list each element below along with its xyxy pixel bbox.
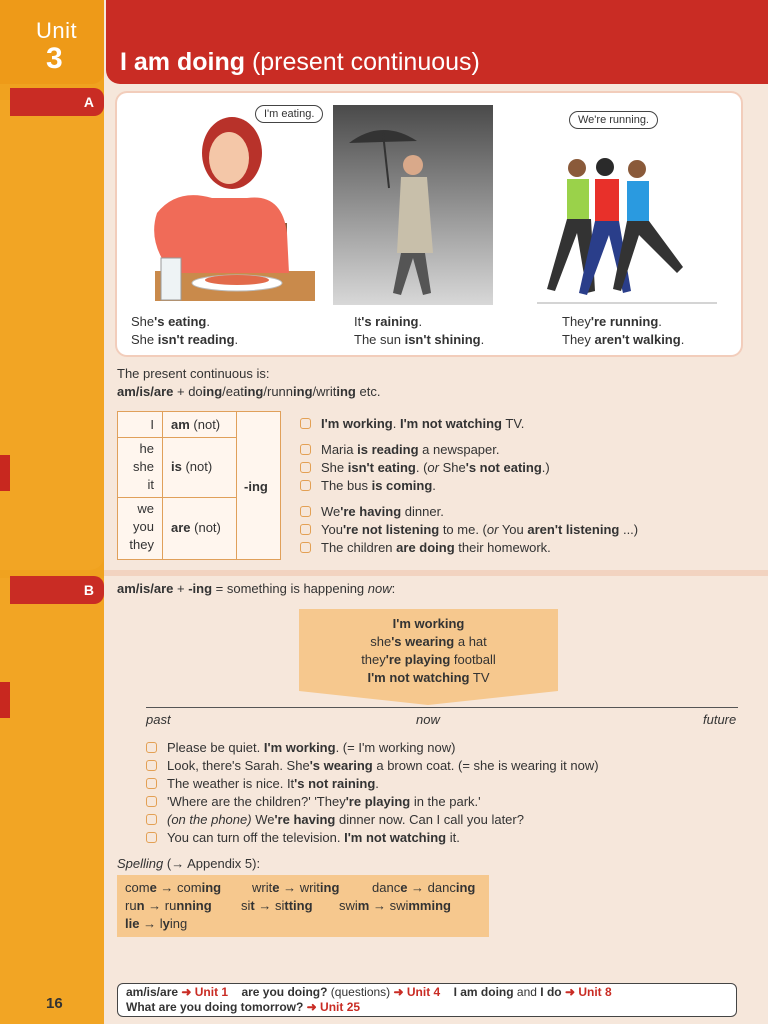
timeline (146, 707, 738, 708)
ing-suffix: -ing (244, 479, 268, 494)
spelling-row: lie → lying (125, 916, 188, 931)
margin-notch (0, 682, 10, 718)
caption-eating: She's eating. She isn't reading. (131, 314, 239, 347)
list-item: Maria is reading a newspaper. (300, 441, 638, 459)
page-number: 16 (46, 995, 63, 1012)
a-intro: The present continuous is: am/is/are + doing/eating/running/writing etc. (117, 366, 381, 399)
checkbox-icon[interactable] (146, 814, 157, 825)
checkbox-icon[interactable] (300, 480, 311, 491)
rain-scene-illustration (333, 105, 493, 305)
spelling-row: write → writing (252, 880, 340, 895)
spelling-row: come → coming (125, 880, 222, 895)
b-examples (146, 739, 599, 847)
list-item: I'm working. I'm not watching TV. (300, 415, 638, 433)
timeline-future: future (703, 712, 737, 727)
speech-bubble-running: We're running. (569, 111, 658, 129)
section-divider (104, 570, 768, 576)
pronouns-singular: he she it (133, 441, 154, 492)
section-tab-a: A (10, 88, 104, 116)
checkbox-icon[interactable] (300, 418, 311, 429)
now-box: I'm working she's wearing a hat they're playing football I'm not watching TV (299, 609, 558, 691)
illustration-panel (117, 93, 741, 355)
b-intro: am/is/are + -ing = something is happening now: (117, 581, 396, 596)
cross-ref-line-1: am/is/are ➜ Unit 1 are you doing? (questions) ➜ Unit 4 I am doing and I do ➜ Unit 8 (126, 985, 612, 999)
spelling-row: swim → swimming (339, 898, 451, 913)
spelling-label: Spelling (→ Appendix 5): (117, 856, 261, 871)
grammar-table (117, 411, 281, 560)
margin-notch (0, 455, 10, 491)
list-item: Please be quiet. I'm working. (= I'm working now) (146, 739, 599, 757)
timeline-now: now (416, 712, 440, 727)
verb-am: am (not) (171, 417, 221, 432)
list-item: We're having dinner. (300, 503, 638, 521)
header-band (106, 0, 768, 84)
checkbox-icon[interactable] (146, 742, 157, 753)
list-item: 'Where are the children?' 'They're playing in the park.' (146, 793, 599, 811)
spelling-row: sit → sitting (241, 898, 313, 913)
list-item: Look, there's Sarah. She's wearing a brown coat. (= she is wearing it now) (146, 757, 599, 775)
left-margin (0, 0, 104, 1024)
now-arrow-icon (299, 691, 558, 705)
section-tab-b: B (10, 576, 104, 604)
link-unit-1[interactable]: ➜ Unit 1 (178, 985, 229, 999)
timeline-past: past (146, 712, 171, 727)
link-unit-4[interactable]: ➜ Unit 4 (390, 985, 441, 999)
margin-panel-a (0, 100, 104, 570)
list-item: The bus is coming. (300, 477, 638, 495)
checkbox-icon[interactable] (146, 778, 157, 789)
page-title: I am doing (present continuous) (120, 48, 480, 76)
cross-ref-line-2: What are you doing tomorrow? ➜ Unit 25 (126, 1000, 361, 1014)
spelling-box (117, 875, 489, 937)
checkbox-icon[interactable] (146, 832, 157, 843)
pronouns-plural: we you they (129, 501, 154, 552)
checkbox-icon[interactable] (146, 796, 157, 807)
verb-are: are (not) (171, 520, 221, 535)
checkbox-icon[interactable] (300, 462, 311, 473)
link-unit-25[interactable]: ➜ Unit 25 (303, 1000, 361, 1014)
list-item: (on the phone) We're having dinner now. Can I call you later? (146, 811, 599, 829)
checkbox-icon[interactable] (300, 542, 311, 553)
list-item: You're not listening to me. (or You aren't listening ...) (300, 521, 638, 539)
list-item: The weather is nice. It's not raining. (146, 775, 599, 793)
cross-reference-box (117, 983, 737, 1017)
runners-illustration (537, 158, 717, 303)
caption-raining: It's raining. The sun isn't shining. (354, 314, 485, 347)
checkbox-icon[interactable] (146, 760, 157, 771)
a-examples (300, 415, 638, 557)
speech-bubble-eating: I'm eating. (255, 105, 323, 123)
pronoun-i: I (150, 417, 154, 432)
list-item: She isn't eating. (or She's not eating.) (300, 459, 638, 477)
spelling-row: run → running (125, 898, 212, 913)
woman-eating-illustration (154, 117, 315, 301)
checkbox-icon[interactable] (300, 506, 311, 517)
unit-number: 3 (46, 42, 63, 75)
unit-label: Unit (36, 18, 78, 43)
link-unit-8[interactable]: ➜ Unit 8 (561, 985, 612, 999)
margin-panel-b (0, 578, 104, 1024)
unit-badge (0, 0, 104, 84)
verb-is: is (not) (171, 459, 213, 474)
list-item: The children are doing their homework. (300, 539, 638, 557)
caption-running: They're running. They aren't walking. (562, 314, 685, 347)
list-item: You can turn off the television. I'm not watching it. (146, 829, 599, 847)
spelling-row: dance → dancing (372, 880, 476, 895)
checkbox-icon[interactable] (300, 524, 311, 535)
checkbox-icon[interactable] (300, 444, 311, 455)
